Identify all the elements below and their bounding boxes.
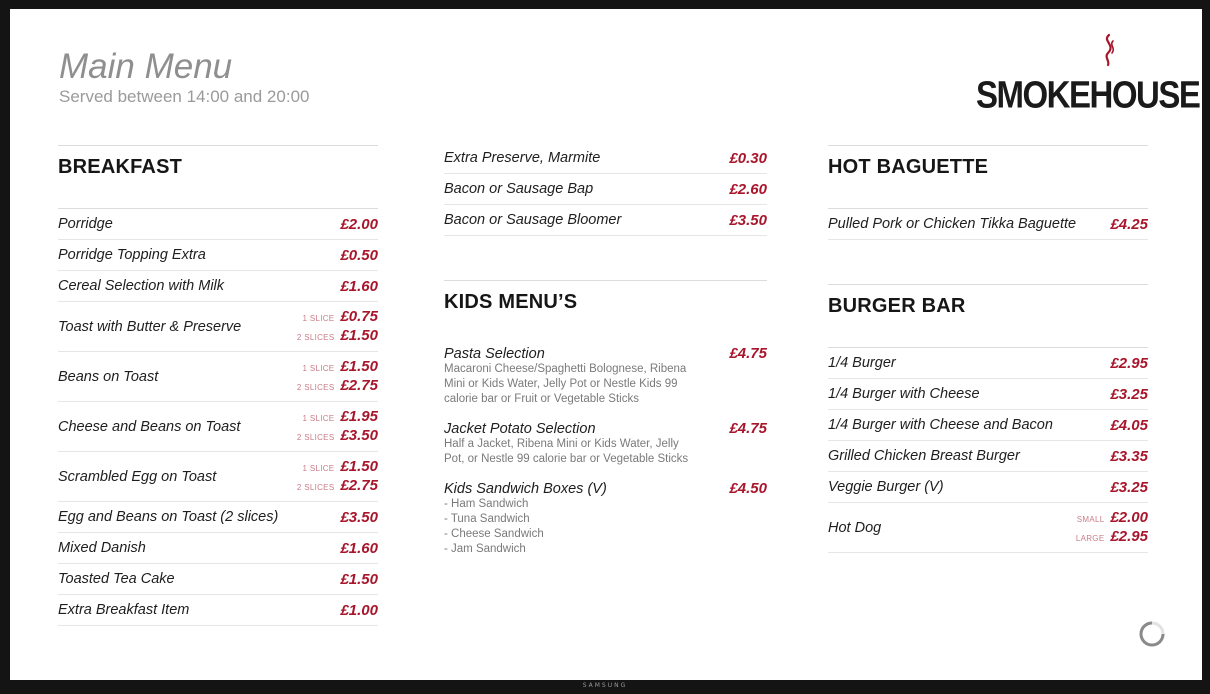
- menu-item-row: [58, 209, 378, 240]
- logo-wordmark: SMOKEHOUSE: [976, 73, 1200, 116]
- item-name: Bacon or Sausage Bap: [444, 181, 594, 197]
- sandwich-options: [444, 497, 767, 557]
- item-price: £1.50: [340, 357, 378, 375]
- item-price: £3.50: [340, 426, 378, 444]
- item-name: Extra Breakfast Item: [58, 602, 190, 618]
- kids-item-header: [444, 480, 767, 497]
- loading-icon: [1138, 620, 1166, 648]
- item-name: 1/4 Burger: [828, 355, 896, 371]
- menu-item-row: [58, 564, 378, 595]
- price-option: [297, 427, 378, 446]
- item-description: Macaroni Cheese/Spaghetti Bolognese, Ribena Mini or Kids Water, Jelly Pot or Nestle Kids 99 calorie bar or Fruit or Vegetable Sticks: [444, 363, 687, 405]
- price-option: [297, 377, 378, 396]
- price-option: [1077, 509, 1148, 528]
- breakfast-column: [58, 145, 378, 626]
- item-price: £0.30: [729, 149, 767, 167]
- smokehouse-logo: [976, 33, 1200, 116]
- item-description: Half a Jacket, Ribena Mini or Kids Water, Jelly Pot, or Nestle 99 calorie bar or Vegetable Sticks: [444, 438, 689, 465]
- portion-label: SMALL: [1076, 514, 1105, 524]
- item-price: £2.00: [340, 215, 378, 233]
- price-options: [297, 408, 378, 446]
- price-option: [303, 408, 378, 427]
- portion-label: 1 SLICE: [302, 313, 335, 323]
- item-price: £2.60: [729, 180, 767, 198]
- price-options: [297, 308, 378, 346]
- item-name: Cheese and Beans on Toast: [58, 418, 241, 435]
- item-price: £1.50: [340, 457, 378, 475]
- menu-item-row: [444, 143, 767, 174]
- page-title: Main Menu: [59, 47, 233, 86]
- item-price: £0.75: [340, 307, 378, 325]
- item-name: Kids Sandwich Boxes (V): [444, 481, 607, 497]
- item-name: Hot Dog: [828, 519, 882, 536]
- right-column: [828, 145, 1148, 553]
- item-name: Porridge Topping Extra: [58, 247, 206, 263]
- item-price: £1.50: [340, 570, 378, 588]
- menu-item-row: [58, 502, 378, 533]
- menu-item-row: [828, 441, 1148, 472]
- baguette-list: [828, 209, 1148, 240]
- portion-label: 1 SLICE: [302, 413, 335, 423]
- item-name: 1/4 Burger with Cheese: [828, 386, 980, 402]
- menu-item-row: [58, 595, 378, 626]
- item-price: £2.95: [1110, 527, 1148, 545]
- item-price: £4.05: [1110, 416, 1148, 434]
- item-name: Beans on Toast: [58, 368, 159, 385]
- price-option: [303, 358, 378, 377]
- item-name: 1/4 Burger with Cheese and Bacon: [828, 417, 1053, 433]
- kids-menu-item: [444, 420, 767, 480]
- sandwich-option: - Ham Sandwich: [444, 498, 529, 510]
- item-price: £4.75: [729, 345, 767, 362]
- kids-menu-item: [444, 345, 767, 420]
- item-price: £4.50: [729, 480, 767, 497]
- item-price: £3.50: [340, 508, 378, 526]
- menu-item-row: [58, 452, 378, 502]
- item-price: £1.60: [340, 277, 378, 295]
- price-option: [297, 327, 378, 346]
- menu-item-row: [58, 352, 378, 402]
- item-price: £2.00: [1110, 508, 1148, 526]
- portion-label: 2 SLICES: [296, 482, 335, 492]
- menu-item-row: [828, 410, 1148, 441]
- burger-heading: BURGER BAR: [828, 295, 966, 317]
- item-price: £3.50: [729, 211, 767, 229]
- baguette-heading: HOT BAGUETTE: [828, 156, 989, 178]
- item-price: £2.95: [1110, 354, 1148, 372]
- breakfast-heading: BREAKFAST: [58, 156, 183, 178]
- price-options: [297, 358, 378, 396]
- menu-item-row: [828, 209, 1148, 240]
- sandwich-option: - Cheese Sandwich: [444, 528, 544, 540]
- item-price: £3.25: [1110, 478, 1148, 496]
- item-name: Extra Preserve, Marmite: [444, 150, 601, 166]
- price-option: [297, 477, 378, 496]
- tv-brand-label: SAMSUNG: [582, 682, 628, 689]
- menu-item-row: [444, 174, 767, 205]
- item-price: £4.25: [1110, 215, 1148, 233]
- item-name: Jacket Potato Selection: [444, 421, 596, 437]
- portion-label: 2 SLICES: [296, 432, 335, 442]
- sandwich-option: - Tuna Sandwich: [444, 513, 530, 525]
- menu-item-row: [58, 402, 378, 452]
- item-price: £1.50: [340, 326, 378, 344]
- item-name: Cereal Selection with Milk: [58, 278, 225, 294]
- price-option: [1076, 528, 1148, 547]
- item-name: Toasted Tea Cake: [58, 571, 175, 587]
- kids-menu-item: [444, 480, 767, 570]
- sandwich-option: - Jam Sandwich: [444, 543, 526, 555]
- menu-item-row: [828, 348, 1148, 379]
- price-option: [303, 458, 378, 477]
- kids-item-header: [444, 345, 767, 362]
- middle-column: [444, 145, 767, 570]
- item-price: £2.75: [340, 476, 378, 494]
- burger-list: [828, 348, 1148, 553]
- item-price: £3.35: [1110, 447, 1148, 465]
- menu-item-row: [828, 379, 1148, 410]
- page-subtitle: Served between 14:00 and 20:00: [59, 87, 310, 106]
- kids-list: [444, 345, 767, 570]
- item-price: £4.75: [729, 420, 767, 437]
- item-name: Toast with Butter & Preserve: [58, 318, 242, 335]
- item-price: £1.00: [340, 601, 378, 619]
- price-option: [303, 308, 378, 327]
- menu-item-row: [58, 533, 378, 564]
- kids-item-header: [444, 420, 767, 437]
- item-name: Bacon or Sausage Bloomer: [444, 212, 622, 228]
- portion-label: LARGE: [1075, 533, 1105, 543]
- item-name: Pasta Selection: [444, 346, 545, 362]
- portion-label: 1 SLICE: [302, 363, 335, 373]
- breakfast-list: [58, 209, 378, 626]
- menu-screen: [10, 9, 1202, 680]
- item-price: £0.50: [340, 246, 378, 264]
- breakfast-cont-list: [444, 143, 767, 236]
- portion-label: 2 SLICES: [296, 382, 335, 392]
- menu-item-row: [828, 503, 1148, 553]
- item-name: Mixed Danish: [58, 540, 146, 556]
- item-price: £3.25: [1110, 385, 1148, 403]
- kids-heading: KIDS MENU’S: [444, 291, 578, 313]
- smoke-icon: [1100, 33, 1120, 67]
- price-options: [1076, 509, 1148, 547]
- item-name: Scrambled Egg on Toast: [58, 468, 217, 485]
- item-name: Egg and Beans on Toast (2 slices): [58, 509, 279, 525]
- menu-item-row: [58, 240, 378, 271]
- menu-item-row: [828, 472, 1148, 503]
- menu-item-row: [444, 205, 767, 236]
- menu-item-row: [58, 302, 378, 352]
- item-name: Porridge: [58, 216, 113, 232]
- portion-label: 2 SLICES: [296, 332, 335, 342]
- item-price: £2.75: [340, 376, 378, 394]
- portion-label: 1 SLICE: [302, 463, 335, 473]
- item-name: Grilled Chicken Breast Burger: [828, 448, 1020, 464]
- menu-item-row: [58, 271, 378, 302]
- item-name: Veggie Burger (V): [828, 479, 944, 495]
- price-options: [297, 458, 378, 496]
- item-price: £1.60: [340, 539, 378, 557]
- item-price: £1.95: [340, 407, 378, 425]
- item-name: Pulled Pork or Chicken Tikka Baguette: [828, 216, 1077, 232]
